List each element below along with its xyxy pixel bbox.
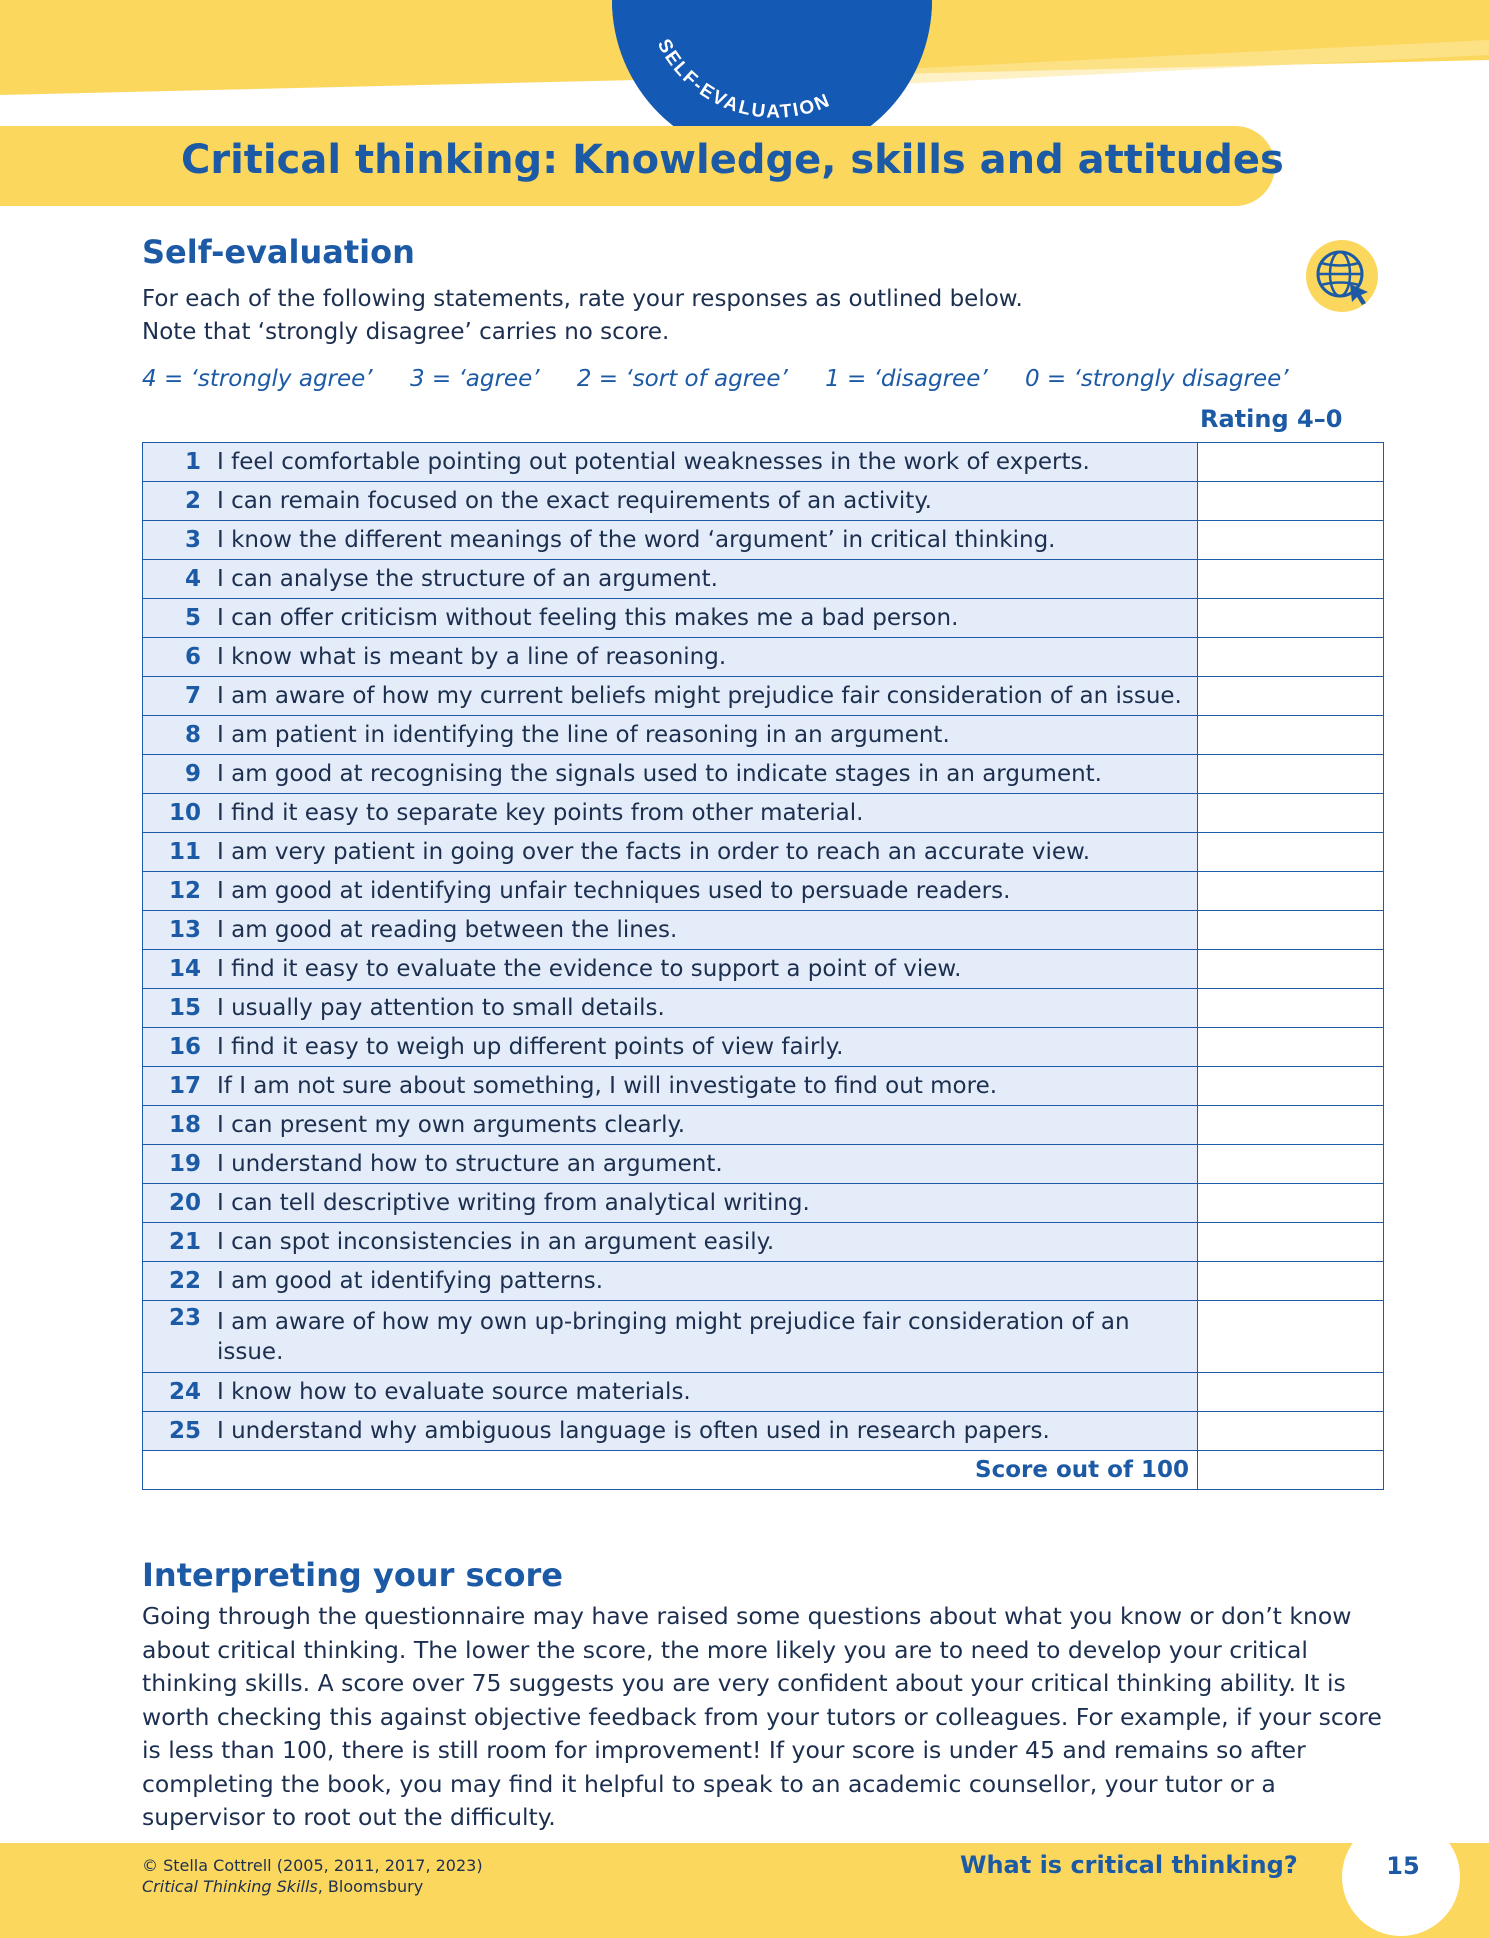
statement-number: 25: [143, 1412, 210, 1451]
rating-cell[interactable]: [1198, 1262, 1384, 1301]
rating-cell[interactable]: [1198, 1301, 1384, 1373]
scale-item: 0 = ‘strongly disagree’: [1024, 366, 1289, 392]
table-row: [143, 482, 1384, 521]
table-row: [143, 1184, 1384, 1223]
rating-cell[interactable]: [1198, 833, 1384, 872]
rating-cell[interactable]: [1198, 677, 1384, 716]
rating-cell[interactable]: [1198, 950, 1384, 989]
statement-text: I know what is meant by a line of reasoning.: [209, 638, 1198, 677]
rating-cell[interactable]: [1198, 1373, 1384, 1412]
statement-text: I feel comfortable pointing out potential weaknesses in the work of experts.: [209, 443, 1198, 482]
scale-item: 1 = ‘disagree’: [825, 366, 988, 392]
statement-number: 15: [143, 989, 210, 1028]
statement-text: I can analyse the structure of an argument.: [209, 560, 1198, 599]
statement-text: I am aware of how my own up-bringing might prejudice fair consideration of an issue.: [209, 1301, 1198, 1373]
statement-text: I find it easy to separate key points from other material.: [209, 794, 1198, 833]
statement-text: I am very patient in going over the facts in order to reach an accurate view.: [209, 833, 1198, 872]
statement-text: I am good at identifying patterns.: [209, 1262, 1198, 1301]
statement-text: I find it easy to evaluate the evidence to support a point of view.: [209, 950, 1198, 989]
table-row: [143, 1412, 1384, 1451]
statement-text: I understand how to structure an argument.: [209, 1145, 1198, 1184]
statement-number: 3: [143, 521, 210, 560]
statement-number: 17: [143, 1067, 210, 1106]
statement-number: 4: [143, 560, 210, 599]
table-row: [143, 677, 1384, 716]
table-row: [143, 1373, 1384, 1412]
statement-number: 18: [143, 1106, 210, 1145]
self-evaluation-heading: Self-evaluation: [142, 233, 415, 271]
intro-line-1: For each of the following statements, rate your responses as outlined below.: [142, 286, 1023, 312]
statement-text: I know the different meanings of the word ‘argument’ in critical thinking.: [209, 521, 1198, 560]
copyright: [142, 1855, 483, 1897]
rating-cell[interactable]: [1198, 911, 1384, 950]
rating-column-header: Rating 4–0: [1200, 405, 1343, 433]
rating-scale: [142, 366, 1342, 392]
statement-text: I usually pay attention to small details.: [209, 989, 1198, 1028]
table-row: [143, 560, 1384, 599]
statement-number: 2: [143, 482, 210, 521]
statement-text: I can offer criticism without feeling this makes me a bad person.: [209, 599, 1198, 638]
rating-cell[interactable]: [1198, 1145, 1384, 1184]
table-row: [143, 833, 1384, 872]
table-row: [143, 911, 1384, 950]
statement-number: 6: [143, 638, 210, 677]
table-row: [143, 1262, 1384, 1301]
table-row: [143, 599, 1384, 638]
statement-number: 24: [143, 1373, 210, 1412]
score-label: Score out of 100: [143, 1451, 1198, 1490]
statement-text: I can spot inconsistencies in an argument easily.: [209, 1223, 1198, 1262]
statement-number: 1: [143, 443, 210, 482]
statement-text: If I am not sure about something, I will investigate to find out more.: [209, 1067, 1198, 1106]
statement-number: 11: [143, 833, 210, 872]
rating-cell[interactable]: [1198, 872, 1384, 911]
statement-text: I find it easy to weigh up different points of view fairly.: [209, 1028, 1198, 1067]
rating-cell[interactable]: [1198, 989, 1384, 1028]
statement-number: 20: [143, 1184, 210, 1223]
table-row: [143, 1106, 1384, 1145]
statement-number: 7: [143, 677, 210, 716]
rating-cell[interactable]: [1198, 794, 1384, 833]
statement-text: I can remain focused on the exact requirements of an activity.: [209, 482, 1198, 521]
statement-text: I can present my own arguments clearly.: [209, 1106, 1198, 1145]
table-row: [143, 950, 1384, 989]
statement-number: 9: [143, 755, 210, 794]
table-row: [143, 1145, 1384, 1184]
table-row: [143, 989, 1384, 1028]
statement-text: I understand why ambiguous language is often used in research papers.: [209, 1412, 1198, 1451]
rating-cell[interactable]: [1198, 443, 1384, 482]
rating-cell[interactable]: [1198, 1106, 1384, 1145]
rating-cell[interactable]: [1198, 1028, 1384, 1067]
statement-number: 8: [143, 716, 210, 755]
book-title: Critical Thinking Skills: [142, 1877, 318, 1896]
publisher: , Bloomsbury: [317, 1877, 424, 1896]
statement-number: 12: [143, 872, 210, 911]
header-band: [0, 0, 1489, 140]
rating-cell[interactable]: [1198, 716, 1384, 755]
rating-cell[interactable]: [1198, 482, 1384, 521]
statement-number: 10: [143, 794, 210, 833]
rating-cell[interactable]: [1198, 1067, 1384, 1106]
table-row: [143, 521, 1384, 560]
scale-item: 3 = ‘agree’: [409, 366, 540, 392]
globe-cursor-icon: [1306, 240, 1378, 312]
table-row: [143, 443, 1384, 482]
statement-text: I am aware of how my current beliefs might prejudice fair consideration of an issue.: [209, 677, 1198, 716]
rating-cell[interactable]: [1198, 599, 1384, 638]
table-row: [143, 872, 1384, 911]
rating-cell[interactable]: [1198, 1184, 1384, 1223]
questionnaire-table: [142, 442, 1384, 1490]
copyright-line: © Stella Cottrell (2005, 2011, 2017, 2023): [142, 1856, 483, 1875]
statement-text: I can tell descriptive writing from analytical writing.: [209, 1184, 1198, 1223]
statement-text: I am good at recognising the signals used to indicate stages in an argument.: [209, 755, 1198, 794]
rating-cell[interactable]: [1198, 755, 1384, 794]
table-row: [143, 794, 1384, 833]
table-row: [143, 755, 1384, 794]
score-total-cell[interactable]: [1198, 1451, 1384, 1490]
statement-text: I am patient in identifying the line of reasoning in an argument.: [209, 716, 1198, 755]
statement-number: 19: [143, 1145, 210, 1184]
section-badge: SELF-EVALUATION: [652, 35, 835, 123]
table-row: [143, 716, 1384, 755]
page-number: 15: [1386, 1852, 1420, 1880]
statement-number: 21: [143, 1223, 210, 1262]
footer-section-title: What is critical thinking?: [960, 1851, 1298, 1879]
statement-number: 23: [143, 1301, 210, 1373]
statement-number: 5: [143, 599, 210, 638]
statement-number: 14: [143, 950, 210, 989]
rating-cell[interactable]: [1198, 521, 1384, 560]
statement-number: 16: [143, 1028, 210, 1067]
interpreting-body: Going through the questionnaire may have raised some questions about what you know or don’t know about critical thinking. The lower the score, the more likely you are to need to develop your critical thinking skills. A score over 75 suggests you are very confident about your critical thinking ability. It is worth checking this against objective feedback from your tutors or colleagues. For example, if your score is less than 100, there is still room for improvement! If your score is under 45 and remains so after completing the book, you may find it helpful to speak to an academic counsellor, your tutor or a supervisor to root out the difficulty.: [142, 1602, 1382, 1831]
table-row: [143, 1067, 1384, 1106]
table-row: [143, 1028, 1384, 1067]
rating-cell[interactable]: [1198, 1223, 1384, 1262]
statement-text: I know how to evaluate source materials.: [209, 1373, 1198, 1412]
rating-cell[interactable]: [1198, 560, 1384, 599]
intro-line-2: Note that ‘strongly disagree’ carries no score.: [142, 319, 670, 345]
interpreting-heading: Interpreting your score: [142, 1556, 563, 1594]
intro-text: [142, 283, 1292, 349]
statement-number: 13: [143, 911, 210, 950]
rating-cell[interactable]: [1198, 638, 1384, 677]
rating-cell[interactable]: [1198, 1412, 1384, 1451]
scale-item: 4 = ‘strongly agree’: [142, 366, 373, 392]
table-row: [143, 1301, 1384, 1373]
page-title: Critical thinking: Knowledge, skills and attitudes: [181, 137, 1284, 183]
statement-text: I am good at identifying unfair techniques used to persuade readers.: [209, 872, 1198, 911]
table-row: [143, 638, 1384, 677]
scale-item: 2 = ‘sort of agree’: [576, 366, 788, 392]
statement-text: I am good at reading between the lines.: [209, 911, 1198, 950]
table-row: [143, 1223, 1384, 1262]
statement-number: 22: [143, 1262, 210, 1301]
